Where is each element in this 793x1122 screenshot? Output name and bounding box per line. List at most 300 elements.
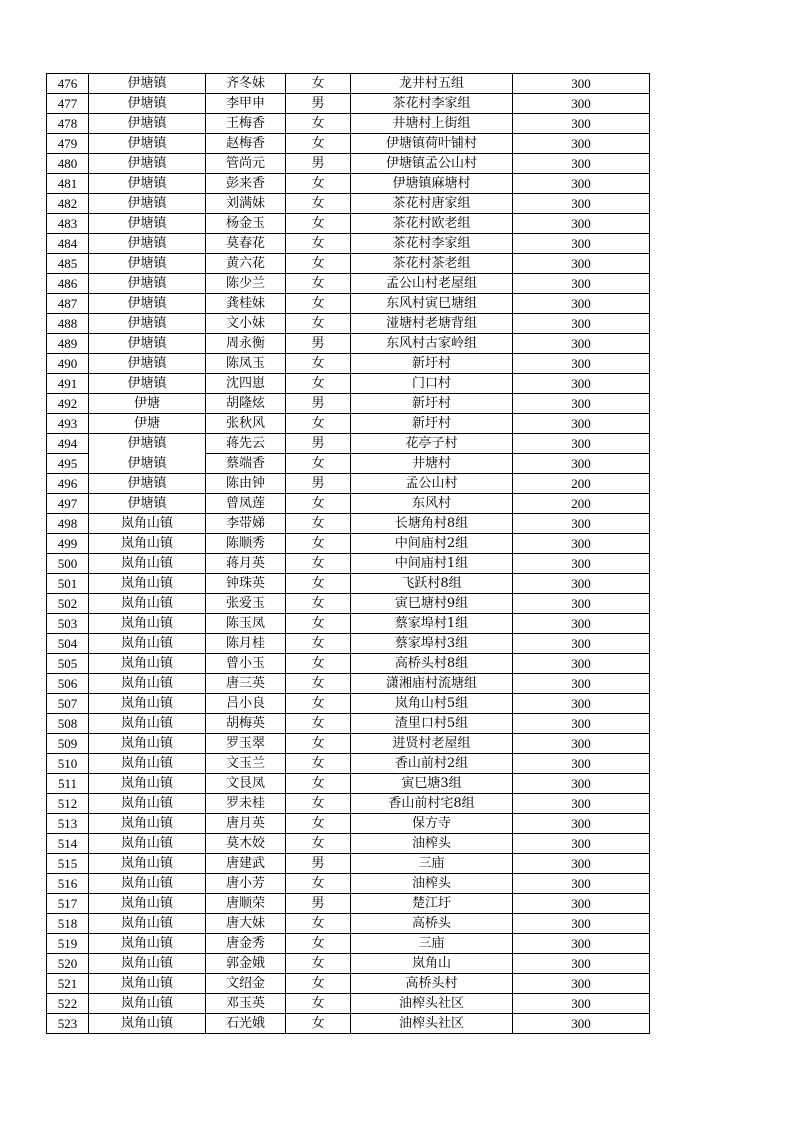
table-row — [47, 754, 650, 774]
table-row — [47, 74, 650, 94]
gender-cell: 女 — [286, 954, 351, 974]
town-cell: 岚角山镇 — [89, 574, 206, 594]
town-cell: 伊塘镇 — [89, 474, 206, 494]
amount-cell: 300 — [513, 154, 650, 174]
table-row — [47, 694, 650, 714]
amount-cell: 300 — [513, 74, 650, 94]
amount-cell: 300 — [513, 554, 650, 574]
amount-cell: 300 — [513, 994, 650, 1014]
row-number-cell: 482 — [47, 194, 89, 214]
table-row — [47, 574, 650, 594]
gender-cell: 女 — [286, 634, 351, 654]
row-number-cell: 515 — [47, 854, 89, 874]
table-row — [47, 294, 650, 314]
amount-cell: 300 — [513, 834, 650, 854]
town-cell: 岚角山镇 — [89, 774, 206, 794]
table-row — [47, 774, 650, 794]
town-cell: 岚角山镇 — [89, 894, 206, 914]
gender-cell: 女 — [286, 994, 351, 1014]
village-cell: 进贤村老屋组 — [351, 734, 513, 754]
amount-cell: 300 — [513, 674, 650, 694]
name-cell: 吕小良 — [206, 694, 286, 714]
name-cell: 唐月英 — [206, 814, 286, 834]
amount-cell: 300 — [513, 654, 650, 674]
name-cell: 赵梅香 — [206, 134, 286, 154]
village-cell: 三庙 — [351, 854, 513, 874]
name-cell: 王梅香 — [206, 114, 286, 134]
village-cell: 东风村古家岭组 — [351, 334, 513, 354]
town-cell: 岚角山镇 — [89, 514, 206, 534]
table-row — [47, 834, 650, 854]
gender-cell: 女 — [286, 594, 351, 614]
gender-cell: 女 — [286, 914, 351, 934]
row-number-cell: 485 — [47, 254, 89, 274]
town-cell: 岚角山镇 — [89, 974, 206, 994]
amount-cell: 300 — [513, 134, 650, 154]
village-cell: 蔡家埠村3组 — [351, 634, 513, 654]
amount-cell: 300 — [513, 174, 650, 194]
town-cell: 伊塘镇 — [89, 214, 206, 234]
table-row — [47, 494, 650, 514]
table-row — [47, 714, 650, 734]
table-row — [47, 534, 650, 554]
village-cell: 香山前村宅8组 — [351, 794, 513, 814]
village-cell: 新圩村 — [351, 414, 513, 434]
gender-cell: 男 — [286, 94, 351, 114]
table-row — [47, 454, 650, 474]
gender-cell: 女 — [286, 974, 351, 994]
amount-cell: 300 — [513, 254, 650, 274]
amount-cell: 300 — [513, 614, 650, 634]
town-cell: 伊塘镇 — [89, 174, 206, 194]
table-row — [47, 254, 650, 274]
gender-cell: 男 — [286, 154, 351, 174]
amount-cell: 300 — [513, 914, 650, 934]
name-cell: 陈由钟 — [206, 474, 286, 494]
town-cell: 岚角山镇 — [89, 794, 206, 814]
village-cell: 花亭子村 — [351, 434, 513, 454]
row-number-cell: 498 — [47, 514, 89, 534]
amount-cell: 300 — [513, 974, 650, 994]
row-number-cell: 476 — [47, 74, 89, 94]
town-cell: 伊塘镇 — [89, 234, 206, 254]
town-cell: 伊塘镇 — [89, 194, 206, 214]
gender-cell: 女 — [286, 654, 351, 674]
village-cell: 茶花村茶老组 — [351, 254, 513, 274]
amount-cell: 300 — [513, 214, 650, 234]
row-number-cell: 517 — [47, 894, 89, 914]
village-cell: 油榨头社区 — [351, 994, 513, 1014]
town-cell: 岚角山镇 — [89, 834, 206, 854]
name-cell: 陈玉凤 — [206, 614, 286, 634]
town-cell: 岚角山镇 — [89, 534, 206, 554]
gender-cell: 女 — [286, 934, 351, 954]
name-cell: 蒋月英 — [206, 554, 286, 574]
town-cell: 岚角山镇 — [89, 854, 206, 874]
name-cell: 唐金秀 — [206, 934, 286, 954]
gender-cell: 女 — [286, 374, 351, 394]
row-number-cell: 479 — [47, 134, 89, 154]
name-cell: 钟珠英 — [206, 574, 286, 594]
table-row — [47, 334, 650, 354]
amount-cell: 300 — [513, 234, 650, 254]
name-cell: 曾小玉 — [206, 654, 286, 674]
town-cell: 岚角山镇 — [89, 694, 206, 714]
town-cell: 伊塘镇 — [89, 74, 206, 94]
village-cell: 高桥头村 — [351, 974, 513, 994]
town-cell: 岚角山镇 — [89, 614, 206, 634]
row-number-cell: 483 — [47, 214, 89, 234]
name-cell: 黄六花 — [206, 254, 286, 274]
row-number-cell: 514 — [47, 834, 89, 854]
amount-cell: 300 — [513, 114, 650, 134]
gender-cell: 女 — [286, 514, 351, 534]
village-cell: 龙井村五组 — [351, 74, 513, 94]
amount-cell: 300 — [513, 694, 650, 714]
gender-cell: 男 — [286, 474, 351, 494]
row-number-cell: 477 — [47, 94, 89, 114]
table-row — [47, 654, 650, 674]
name-cell: 邓玉英 — [206, 994, 286, 1014]
table-row — [47, 554, 650, 574]
gender-cell: 男 — [286, 434, 351, 454]
table-row — [47, 854, 650, 874]
village-cell: 油榨头 — [351, 834, 513, 854]
name-cell: 唐大妹 — [206, 914, 286, 934]
row-number-cell: 480 — [47, 154, 89, 174]
table-row — [47, 974, 650, 994]
town-cell: 岚角山镇 — [89, 714, 206, 734]
name-cell: 胡梅英 — [206, 714, 286, 734]
village-cell: 东风村 — [351, 494, 513, 514]
gender-cell: 女 — [286, 814, 351, 834]
name-cell: 文艮凤 — [206, 774, 286, 794]
town-cell: 伊塘镇 — [89, 374, 206, 394]
town-cell: 伊塘镇 — [89, 294, 206, 314]
village-cell: 楚江圩 — [351, 894, 513, 914]
name-cell: 张爱玉 — [206, 594, 286, 614]
amount-cell: 200 — [513, 494, 650, 514]
town-cell: 伊塘镇 — [89, 254, 206, 274]
village-cell: 潇湘庙村流塘组 — [351, 674, 513, 694]
name-cell: 陈凤玉 — [206, 354, 286, 374]
amount-cell: 300 — [513, 634, 650, 654]
table-row — [47, 194, 650, 214]
town-cell: 岚角山镇 — [89, 674, 206, 694]
name-cell: 杨金玉 — [206, 214, 286, 234]
village-cell: 新圩村 — [351, 394, 513, 414]
town-cell: 伊塘镇 — [89, 94, 206, 114]
recipient-table — [46, 73, 650, 1034]
gender-cell: 女 — [286, 414, 351, 434]
town-cell: 岚角山镇 — [89, 654, 206, 674]
amount-cell: 300 — [513, 814, 650, 834]
gender-cell: 女 — [286, 234, 351, 254]
table-row — [47, 214, 650, 234]
name-cell: 龚桂妹 — [206, 294, 286, 314]
gender-cell: 男 — [286, 854, 351, 874]
gender-cell: 女 — [286, 294, 351, 314]
table-row — [47, 394, 650, 414]
row-number-cell: 487 — [47, 294, 89, 314]
name-cell: 胡隆炫 — [206, 394, 286, 414]
gender-cell: 女 — [286, 134, 351, 154]
table-row — [47, 814, 650, 834]
village-cell: 岚角山 — [351, 954, 513, 974]
row-number-cell: 490 — [47, 354, 89, 374]
town-cell: 岚角山镇 — [89, 1014, 206, 1034]
amount-cell: 300 — [513, 754, 650, 774]
village-cell: 高桥头 — [351, 914, 513, 934]
row-number-cell: 523 — [47, 1014, 89, 1034]
town-cell: 伊塘镇 — [89, 434, 206, 454]
table-row — [47, 94, 650, 114]
row-number-cell: 522 — [47, 994, 89, 1014]
row-number-cell: 516 — [47, 874, 89, 894]
table-row — [47, 634, 650, 654]
name-cell: 齐冬妹 — [206, 74, 286, 94]
gender-cell: 女 — [286, 254, 351, 274]
village-cell: 香山前村2组 — [351, 754, 513, 774]
village-cell: 伊塘镇荷叶铺村 — [351, 134, 513, 154]
row-number-cell: 481 — [47, 174, 89, 194]
amount-cell: 300 — [513, 374, 650, 394]
amount-cell: 300 — [513, 414, 650, 434]
amount-cell: 300 — [513, 954, 650, 974]
town-cell: 伊塘 — [89, 394, 206, 414]
gender-cell: 女 — [286, 274, 351, 294]
row-number-cell: 504 — [47, 634, 89, 654]
table-row — [47, 734, 650, 754]
town-cell: 伊塘镇 — [89, 134, 206, 154]
name-cell: 李带娣 — [206, 514, 286, 534]
amount-cell: 300 — [513, 594, 650, 614]
village-cell: 东风村寅巳塘组 — [351, 294, 513, 314]
table-row — [47, 274, 650, 294]
amount-cell: 300 — [513, 934, 650, 954]
row-number-cell: 506 — [47, 674, 89, 694]
name-cell: 文玉兰 — [206, 754, 286, 774]
gender-cell: 女 — [286, 554, 351, 574]
gender-cell: 男 — [286, 394, 351, 414]
row-number-cell: 510 — [47, 754, 89, 774]
name-cell: 唐顺荣 — [206, 894, 286, 914]
gender-cell: 女 — [286, 214, 351, 234]
row-number-cell: 496 — [47, 474, 89, 494]
name-cell: 文绍金 — [206, 974, 286, 994]
row-number-cell: 492 — [47, 394, 89, 414]
row-number-cell: 503 — [47, 614, 89, 634]
village-cell: 井塘村上街组 — [351, 114, 513, 134]
table-row — [47, 314, 650, 334]
amount-cell: 300 — [513, 314, 650, 334]
village-cell: 高桥头村8组 — [351, 654, 513, 674]
row-number-cell: 521 — [47, 974, 89, 994]
gender-cell: 女 — [286, 874, 351, 894]
town-cell: 岚角山镇 — [89, 814, 206, 834]
gender-cell: 女 — [286, 494, 351, 514]
town-cell: 伊塘镇 — [89, 334, 206, 354]
village-cell: 伊塘镇麻塘村 — [351, 174, 513, 194]
village-cell: 茶花村李家组 — [351, 234, 513, 254]
table-row — [47, 514, 650, 534]
village-cell: 寅巳塘村9组 — [351, 594, 513, 614]
row-number-cell: 501 — [47, 574, 89, 594]
amount-cell: 200 — [513, 474, 650, 494]
amount-cell: 300 — [513, 794, 650, 814]
town-cell: 伊塘镇 — [89, 274, 206, 294]
amount-cell: 300 — [513, 874, 650, 894]
amount-cell: 300 — [513, 854, 650, 874]
table-row — [47, 474, 650, 494]
gender-cell: 男 — [286, 334, 351, 354]
village-cell: 茶花村唐家组 — [351, 194, 513, 214]
town-cell: 岚角山镇 — [89, 994, 206, 1014]
table-body — [47, 74, 650, 1034]
village-cell: 渣里口村5组 — [351, 714, 513, 734]
amount-cell: 300 — [513, 894, 650, 914]
gender-cell: 男 — [286, 894, 351, 914]
table-row — [47, 434, 650, 454]
row-number-cell: 478 — [47, 114, 89, 134]
gender-cell: 女 — [286, 74, 351, 94]
table-row — [47, 174, 650, 194]
town-cell: 岚角山镇 — [89, 874, 206, 894]
town-cell: 伊塘镇 — [89, 154, 206, 174]
name-cell: 管尚元 — [206, 154, 286, 174]
gender-cell: 女 — [286, 674, 351, 694]
row-number-cell: 497 — [47, 494, 89, 514]
town-cell: 岚角山镇 — [89, 594, 206, 614]
amount-cell: 300 — [513, 1014, 650, 1034]
gender-cell: 女 — [286, 694, 351, 714]
amount-cell: 300 — [513, 714, 650, 734]
row-number-cell: 508 — [47, 714, 89, 734]
gender-cell: 女 — [286, 774, 351, 794]
gender-cell: 女 — [286, 734, 351, 754]
table-row — [47, 1014, 650, 1034]
town-cell: 伊塘镇 — [89, 494, 206, 514]
town-cell: 伊塘 — [89, 414, 206, 434]
village-cell: 孟公山村老屋组 — [351, 274, 513, 294]
row-number-cell: 491 — [47, 374, 89, 394]
row-number-cell: 488 — [47, 314, 89, 334]
town-cell: 岚角山镇 — [89, 954, 206, 974]
row-number-cell: 500 — [47, 554, 89, 574]
name-cell: 文小妹 — [206, 314, 286, 334]
table-row — [47, 934, 650, 954]
row-number-cell: 486 — [47, 274, 89, 294]
gender-cell: 女 — [286, 114, 351, 134]
name-cell: 陈少兰 — [206, 274, 286, 294]
gender-cell: 女 — [286, 754, 351, 774]
amount-cell: 300 — [513, 734, 650, 754]
amount-cell: 300 — [513, 294, 650, 314]
row-number-cell: 518 — [47, 914, 89, 934]
town-cell: 岚角山镇 — [89, 634, 206, 654]
amount-cell: 300 — [513, 534, 650, 554]
village-cell: 井塘村 — [351, 454, 513, 474]
town-cell: 伊塘镇 — [89, 454, 206, 474]
town-cell: 岚角山镇 — [89, 734, 206, 754]
amount-cell: 300 — [513, 514, 650, 534]
name-cell: 刘满妹 — [206, 194, 286, 214]
amount-cell: 300 — [513, 274, 650, 294]
name-cell: 张秋风 — [206, 414, 286, 434]
name-cell: 李甲申 — [206, 94, 286, 114]
gender-cell: 女 — [286, 194, 351, 214]
row-number-cell: 494 — [47, 434, 89, 454]
name-cell: 唐三英 — [206, 674, 286, 694]
amount-cell: 300 — [513, 394, 650, 414]
town-cell: 岚角山镇 — [89, 554, 206, 574]
table-row — [47, 614, 650, 634]
name-cell: 蔡端香 — [206, 454, 286, 474]
village-cell: 寅巳塘3组 — [351, 774, 513, 794]
village-cell: 湴塘村老塘背组 — [351, 314, 513, 334]
table-row — [47, 134, 650, 154]
row-number-cell: 489 — [47, 334, 89, 354]
table-row — [47, 594, 650, 614]
name-cell: 唐小芳 — [206, 874, 286, 894]
village-cell: 中间庙村2组 — [351, 534, 513, 554]
name-cell: 石光娥 — [206, 1014, 286, 1034]
row-number-cell: 520 — [47, 954, 89, 974]
gender-cell: 女 — [286, 174, 351, 194]
village-cell: 三庙 — [351, 934, 513, 954]
town-cell: 岚角山镇 — [89, 754, 206, 774]
row-number-cell: 495 — [47, 454, 89, 474]
town-cell: 岚角山镇 — [89, 934, 206, 954]
village-cell: 蔡家埠村1组 — [351, 614, 513, 634]
village-cell: 茶花村李家组 — [351, 94, 513, 114]
name-cell: 曾凤莲 — [206, 494, 286, 514]
row-number-cell: 484 — [47, 234, 89, 254]
table-row — [47, 794, 650, 814]
amount-cell: 300 — [513, 434, 650, 454]
table-row — [47, 354, 650, 374]
amount-cell: 300 — [513, 454, 650, 474]
name-cell: 莫春花 — [206, 234, 286, 254]
village-cell: 油榨头 — [351, 874, 513, 894]
village-cell: 门口村 — [351, 374, 513, 394]
name-cell: 沈四崽 — [206, 374, 286, 394]
gender-cell: 女 — [286, 454, 351, 474]
gender-cell: 女 — [286, 1014, 351, 1034]
town-cell: 伊塘镇 — [89, 314, 206, 334]
table-row — [47, 114, 650, 134]
table-row — [47, 994, 650, 1014]
village-cell: 孟公山村 — [351, 474, 513, 494]
table-row — [47, 894, 650, 914]
amount-cell: 300 — [513, 774, 650, 794]
name-cell: 彭来香 — [206, 174, 286, 194]
gender-cell: 女 — [286, 614, 351, 634]
gender-cell: 女 — [286, 714, 351, 734]
amount-cell: 300 — [513, 354, 650, 374]
village-cell: 茶花村欧老组 — [351, 214, 513, 234]
town-cell: 岚角山镇 — [89, 914, 206, 934]
row-number-cell: 512 — [47, 794, 89, 814]
row-number-cell: 509 — [47, 734, 89, 754]
name-cell: 罗未桂 — [206, 794, 286, 814]
name-cell: 罗玉翠 — [206, 734, 286, 754]
village-cell: 保方寺 — [351, 814, 513, 834]
name-cell: 莫木姣 — [206, 834, 286, 854]
table-row — [47, 234, 650, 254]
amount-cell: 300 — [513, 94, 650, 114]
table-row — [47, 154, 650, 174]
